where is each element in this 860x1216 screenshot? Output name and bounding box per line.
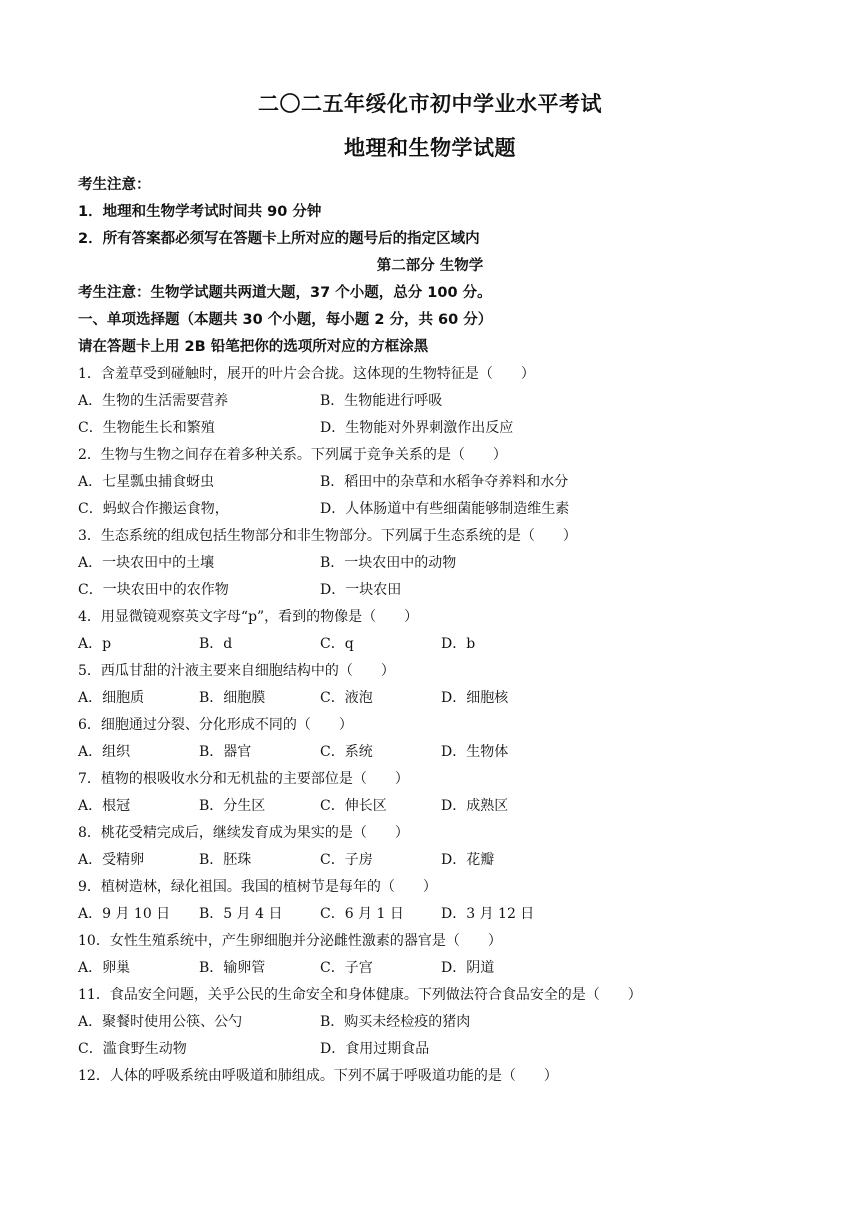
notice-item-2: 2．所有答案都必须写在答题卡上所对应的题号后的指定区域内 (78, 231, 480, 247)
question-4-option-a: A．p (78, 636, 112, 652)
question-3-stem: 3．生态系统的组成包括生物部分和非生物部分。下列属于生态系统的是（ ） (78, 528, 577, 544)
question-2-option-a: A．七星瓢虫捕食蚜虫 (78, 474, 215, 490)
question-1-option-a: A．生物的生活需要营养 (78, 393, 229, 409)
notice-heading: 考生注意： (78, 177, 151, 193)
question-7-option-d: D．成熟区 (441, 798, 509, 814)
question-10-option-a: A．卵巢 (78, 960, 131, 976)
question-10-option-b: B．输卵管 (199, 960, 266, 976)
question-3-option-a: A．一块农田中的土壤 (78, 555, 215, 571)
question-7-option-a: A．根冠 (78, 798, 131, 814)
question-5-stem: 5．西瓜甘甜的汁液主要来自细胞结构中的（ ） (78, 663, 395, 679)
question-1-option-b: B．生物能进行呼吸 (320, 393, 443, 409)
question-9-option-a: A．9 月 10 日 (78, 906, 171, 922)
question-1-stem: 1．含羞草受到碰触时，展开的叶片会合拢。这体现的生物特征是（ ） (78, 366, 535, 382)
question-4-option-d: D．b (441, 636, 476, 652)
question-8-stem: 8．桃花受精完成后，继续发育成为果实的是（ ） (78, 825, 409, 841)
question-6-option-c: C．系统 (320, 744, 373, 760)
exam-subtitle: 地理和生物学试题 (344, 136, 516, 160)
question-2-option-c: C．蚂蚁合作搬运食物， (78, 501, 229, 517)
question-8-option-d: D．花瓣 (441, 852, 495, 868)
question-9-option-c: C．6 月 1 日 (320, 906, 404, 922)
question-6-option-d: D．生物体 (441, 744, 509, 760)
question-6-option-b: B．器官 (199, 744, 252, 760)
question-4-option-c: C．q (320, 636, 354, 652)
question-11-stem: 11．食品安全问题，关乎公民的生命安全和身体健康。下列做法符合食品安全的是（ ） (78, 987, 642, 1003)
question-8-option-c: C．子房 (320, 852, 373, 868)
question-3-option-d: D．一块农田 (320, 582, 402, 598)
question-7-option-b: B．分生区 (199, 798, 266, 814)
exam-title: 二〇二五年绥化市初中学业水平考试 (258, 92, 602, 116)
question-9-option-b: B．5 月 4 日 (199, 906, 283, 922)
question-2-option-b: B．稻田中的杂草和水稻争夺养料和水分 (320, 474, 569, 490)
question-6-stem: 6．细胞通过分裂、分化形成不同的（ ） (78, 717, 353, 733)
question-6-option-a: A．组织 (78, 744, 131, 760)
question-1-option-d: D．生物能对外界刺激作出反应 (320, 420, 514, 436)
notice-item-1: 1．地理和生物学考试时间共 90 分钟 (78, 204, 322, 220)
part-notice: 考生注意：生物学试题共两道大题，37 个小题，总分 100 分。 (78, 285, 492, 301)
question-7-stem: 7．植物的根吸收水分和无机盐的主要部位是（ ） (78, 771, 409, 787)
question-10-option-d: D．阴道 (441, 960, 495, 976)
question-5-option-d: D．细胞核 (441, 690, 509, 706)
question-10-option-c: C．子宫 (320, 960, 373, 976)
question-9-option-d: D．3 月 12 日 (441, 906, 535, 922)
question-5-option-a: A．细胞质 (78, 690, 145, 706)
question-8-option-b: B．胚珠 (199, 852, 252, 868)
question-2-option-d: D．人体肠道中有些细菌能够制造维生素 (320, 501, 570, 517)
question-5-option-c: C．液泡 (320, 690, 373, 706)
question-11-option-c: C．滥食野生动物 (78, 1041, 187, 1057)
question-5-option-b: B．细胞膜 (199, 690, 266, 706)
question-11-option-b: B．购买未经检疫的猪肉 (320, 1014, 471, 1030)
question-8-option-a: A．受精卵 (78, 852, 145, 868)
section-heading: 一、单项选择题（本题共 30 个小题，每小题 2 分，共 60 分） (78, 312, 493, 328)
question-4-stem: 4．用显微镜观察英文字母“p”，看到的物像是（ ） (78, 609, 419, 625)
question-7-option-c: C．伸长区 (320, 798, 387, 814)
question-3-option-b: B．一块农田中的动物 (320, 555, 457, 571)
part-title: 第二部分 生物学 (376, 258, 484, 274)
question-11-option-d: D．食用过期食品 (320, 1041, 430, 1057)
question-9-stem: 9．植树造林，绿化祖国。我国的植树节是每年的（ ） (78, 879, 437, 895)
question-4-option-b: B．d (199, 636, 233, 652)
question-10-stem: 10．女性生殖系统中，产生卵细胞并分泌雌性激素的器官是（ ） (78, 933, 502, 949)
question-2-stem: 2．生物与生物之间存在着多种关系。下列属于竞争关系的是（ ） (78, 447, 507, 463)
question-12-stem: 12．人体的呼吸系统由呼吸道和肺组成。下列不属于呼吸道功能的是（ ） (78, 1068, 558, 1084)
question-11-option-a: A．聚餐时使用公筷、公勺 (78, 1014, 243, 1030)
question-3-option-c: C．一块农田中的农作物 (78, 582, 229, 598)
section-instruction: 请在答题卡上用 2B 铅笔把你的选项所对应的方框涂黑 (78, 339, 429, 355)
question-1-option-c: C．生物能生长和繁殖 (78, 420, 215, 436)
